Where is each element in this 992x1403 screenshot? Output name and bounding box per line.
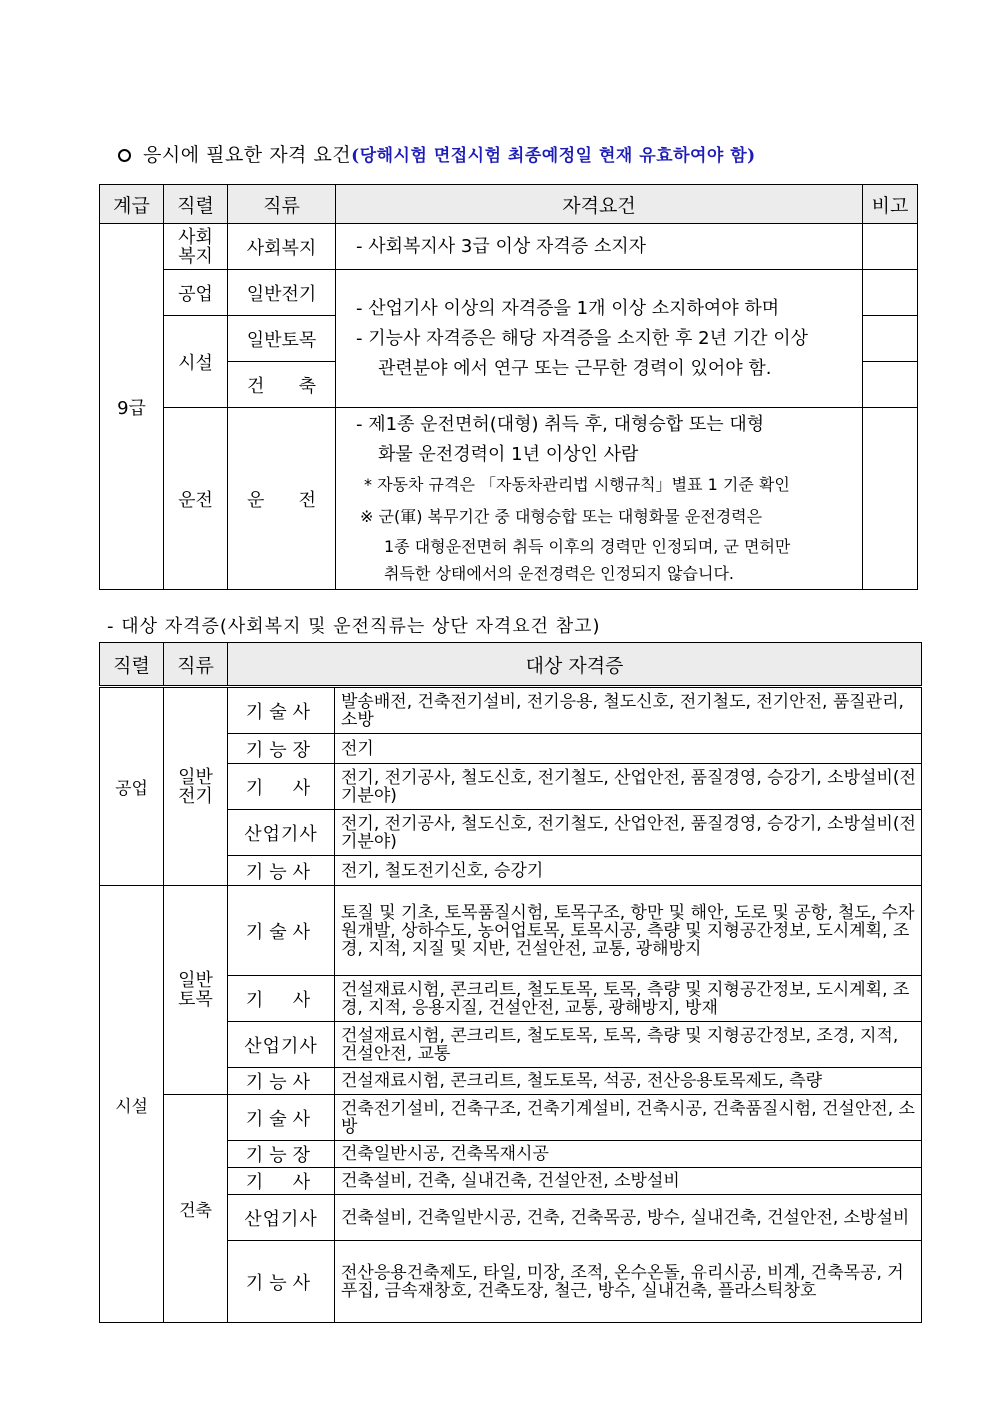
- certificates-cell: 전산응용건축제도, 타일, 미장, 조적, 온수온돌, 유리시공, 비계, 건축목공, 거푸집, 금속재창호, 건축도장, 철근, 방수, 실내건축, 플라스틱창호: [335, 1241, 922, 1323]
- remarks-cell: [863, 270, 918, 316]
- table-row: [100, 224, 918, 270]
- target-certificates-subtitle: - 대상 자격증(사회복지 및 운전직류는 상단 자격요건 참고): [107, 616, 601, 637]
- remarks-cell: [863, 408, 918, 590]
- level-cell: 기능장: [228, 1141, 335, 1168]
- level-cell: 기 사: [228, 976, 335, 1022]
- table-header-row: [100, 643, 922, 686]
- requirement-cell: [336, 408, 863, 590]
- certificates-cell: 토질 및 기초, 토목품질시험, 토목구조, 항만 및 해안, 도로 및 공항, 철도, 수자원개발, 상하수도, 농어업토목, 토목시공, 측량 및 지형공간정보, 도시계획, 조경, 지적, 지질 및 지반, 건설안전, 교통, 광해방지: [335, 886, 922, 976]
- remarks-cell: [863, 362, 918, 408]
- certificates-cell: 건축설비, 건축일반시공, 건축, 건축목공, 방수, 실내건축, 건설안전, 소방설비: [335, 1195, 922, 1241]
- series-cell: 공업: [100, 688, 164, 886]
- header-series: 직렬: [164, 185, 228, 224]
- level-cell: 기능사: [228, 1068, 335, 1095]
- req-note: * 자동차 규격은 「자동차관리법 시행규칙」별표 1 기준 확인: [364, 475, 790, 494]
- certificates-cell: 건설재료시험, 콘크리트, 철도토목, 토목, 측량 및 지형공간정보, 조경, 지적, 건설안전, 교통: [335, 1022, 922, 1068]
- table-row: [100, 270, 918, 316]
- level-cell: 기술사: [228, 688, 335, 734]
- field-cell: 일반 전기: [164, 688, 228, 886]
- certificates-cell: 전기: [335, 734, 922, 764]
- title-emphasis: (당해시험 면접시험 최종예정일 현재 유효하여야 함): [351, 146, 756, 166]
- req-line: - 기능사 자격증은 해당 자격증을 소지한 후 2년 기간 이상: [356, 327, 808, 349]
- level-cell: 산업기사: [228, 1022, 335, 1068]
- field-cell: 건축: [164, 1095, 228, 1323]
- level-cell: 기능사: [228, 856, 335, 886]
- req-line: - 제1종 운전면허(대형) 취득 후, 대형승합 또는 대형: [356, 414, 765, 435]
- requirement-cell: - 사회복지사 3급 이상 자격증 소지자: [336, 224, 863, 270]
- certificates-cell: 건축일반시공, 건축목재시공: [335, 1141, 922, 1168]
- req-line: 화물 운전경력이 1년 이상인 사람: [378, 444, 639, 465]
- table-row: [100, 886, 922, 976]
- title-prefix: 응시에 필요한 자격 요건: [143, 144, 352, 166]
- header-grade: 계급: [100, 185, 164, 224]
- grade-cell: 9급: [100, 224, 164, 590]
- req-line: 관련분야 에서 연구 또는 근무한 경력이 있어야 함.: [378, 357, 772, 379]
- field-cell: 건 축: [228, 362, 336, 408]
- header-certificates: 대상 자격증: [228, 643, 922, 686]
- series-cell: 운전: [164, 408, 228, 590]
- header-field: 직류: [228, 185, 336, 224]
- remarks-cell: [863, 316, 918, 362]
- req-note: ※ 군(軍) 복무기간 중 대형승합 또는 대형화물 운전경력은: [360, 507, 763, 526]
- req-note: 취득한 상태에서의 운전경력은 인정되지 않습니다.: [384, 564, 735, 583]
- level-cell: 기술사: [228, 1095, 335, 1141]
- series-cell: 공업: [164, 270, 228, 316]
- header-remarks: 비고: [863, 185, 918, 224]
- certificate-table: [99, 642, 922, 1323]
- header-series: 직렬: [100, 643, 164, 686]
- certificates-cell: 전기, 철도전기신호, 승강기: [335, 856, 922, 886]
- level-cell: 기 사: [228, 1168, 335, 1195]
- header-field: 직류: [164, 643, 228, 686]
- certificates-cell: 전기, 전기공사, 철도신호, 전기철도, 산업안전, 품질경영, 승강기, 소방설비(전기분야): [335, 810, 922, 856]
- requirement-cell: [336, 270, 863, 408]
- field-cell: 일반토목: [228, 316, 336, 362]
- series-cell: 시설: [164, 316, 228, 408]
- circle-bullet-icon: [118, 149, 131, 162]
- table-header-row: [100, 185, 918, 224]
- header-requirements: 자격요건: [336, 185, 863, 224]
- table-row: [100, 408, 918, 590]
- certificates-cell: 발송배전, 건축전기설비, 전기응용, 철도신호, 전기철도, 전기안전, 품질관리, 소방: [335, 688, 922, 734]
- level-cell: 산업기사: [228, 1195, 335, 1241]
- section-title: [118, 140, 756, 167]
- certificates-cell: 건축전기설비, 건축구조, 건축기계설비, 건축시공, 건축품질시험, 건설안전, 소방: [335, 1095, 922, 1141]
- level-cell: 기능장: [228, 734, 335, 764]
- level-cell: 산업기사: [228, 810, 335, 856]
- field-cell: 운 전: [228, 408, 336, 590]
- field-cell: 일반 토목: [164, 886, 228, 1095]
- series-cell: 사회 복지: [164, 224, 228, 270]
- level-cell: 기술사: [228, 886, 335, 976]
- table-row: [100, 1095, 922, 1141]
- req-line: - 산업기사 이상의 자격증을 1개 이상 소지하여야 하며: [356, 297, 780, 319]
- certificates-cell: 전기, 전기공사, 철도신호, 전기철도, 산업안전, 품질경영, 승강기, 소방설비(전기분야): [335, 764, 922, 810]
- level-cell: 기 사: [228, 764, 335, 810]
- remarks-cell: [863, 224, 918, 270]
- req-note: 1종 대형운전면허 취득 이후의 경력만 인정되며, 군 면허만: [384, 537, 791, 556]
- certificates-cell: 건설재료시험, 콘크리트, 철도토목, 토목, 측량 및 지형공간정보, 도시계획, 조경, 지적, 응용지질, 건설안전, 교통, 광해방지, 방재: [335, 976, 922, 1022]
- series-cell: 시설: [100, 886, 164, 1323]
- certificates-cell: 건설재료시험, 콘크리트, 철도토목, 석공, 전산응용토목제도, 측량: [335, 1068, 922, 1095]
- field-cell: 일반전기: [228, 270, 336, 316]
- field-cell: 사회복지: [228, 224, 336, 270]
- qualification-table: [99, 184, 918, 590]
- level-cell: 기능사: [228, 1241, 335, 1323]
- table-row: [100, 688, 922, 734]
- certificates-cell: 건축설비, 건축, 실내건축, 건설안전, 소방설비: [335, 1168, 922, 1195]
